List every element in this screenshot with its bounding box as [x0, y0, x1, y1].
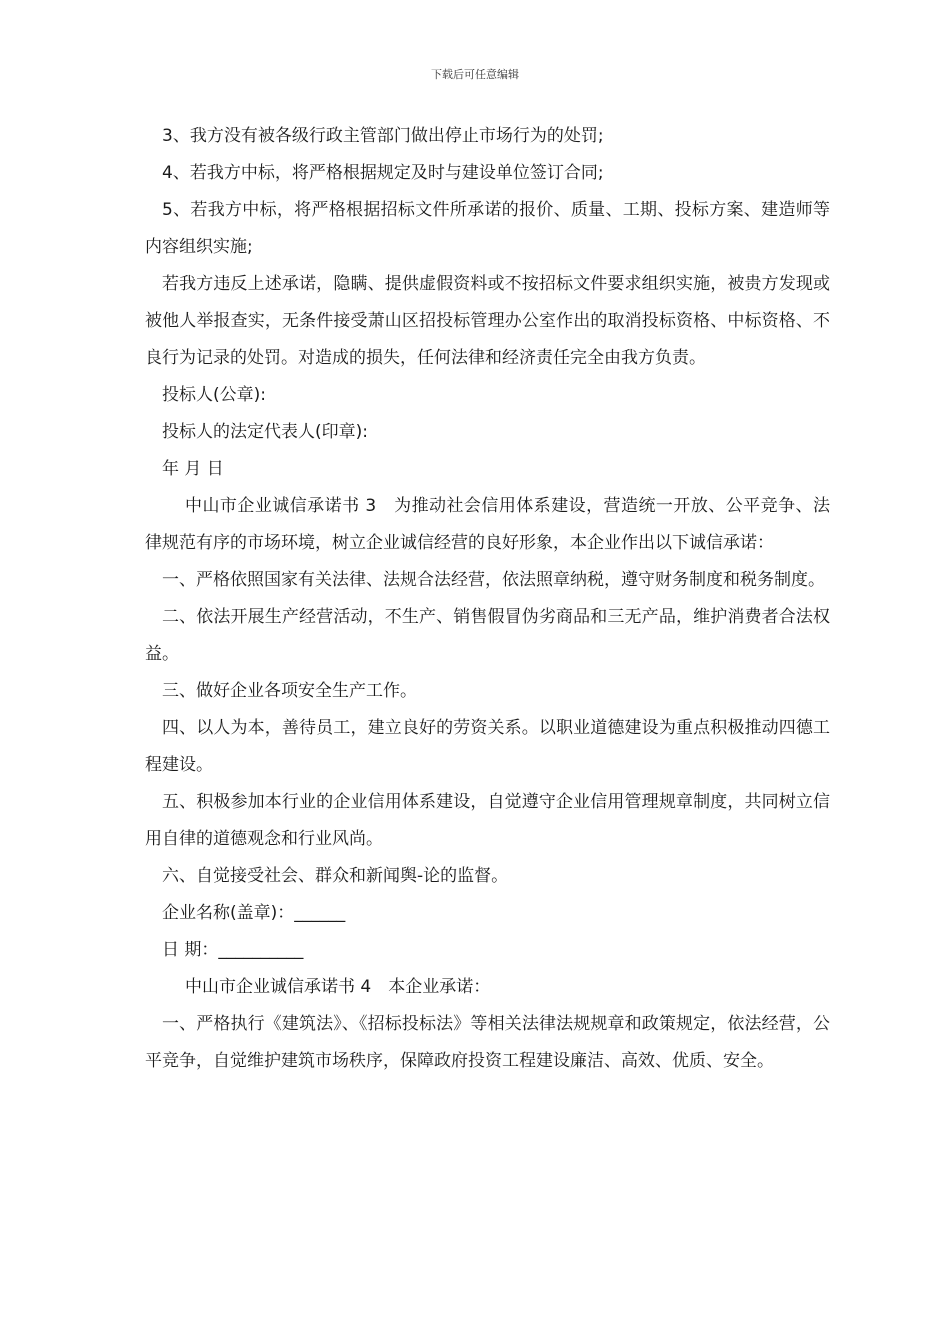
- paragraph-letter-4-intro: 中山市企业诚信承诺书 4 本企业承诺：: [185, 977, 491, 997]
- bidder-seal-line: 投标人(公章):: [162, 385, 266, 405]
- page-header: 下载后可任意编辑: [431, 68, 519, 81]
- paragraph-item-5: 五、积极参加本行业的企业信用体系建设，自觉遵守企业信用管理规章制度，共同树立信用自律的道德观念和行业风尚。: [145, 792, 830, 849]
- document-body: [145, 118, 830, 1080]
- company-name-seal-line: 企业名称(盖章)：______: [162, 903, 346, 923]
- legal-representative-line: 投标人的法定代表人(印章):: [162, 422, 368, 442]
- paragraph-item-2: 二、依法开展生产经营活动，不生产、销售假冒伪劣商品和三无产品，维护消费者合法权益。: [145, 607, 830, 664]
- date-line: 年 月 日: [162, 459, 224, 479]
- paragraph-commitment-3: 3、我方没有被各级行政主管部门做出停止市场行为的处罚;: [162, 126, 604, 146]
- paragraph-item-4: 四、以人为本，善待员工，建立良好的劳资关系。以职业道德建设为重点积极推动四德工程建设。: [145, 718, 830, 775]
- paragraph-letter-3-intro: 中山市企业诚信承诺书 3 为推动社会信用体系建设，营造统一开放、公平竞争、法律规范有序的市场环境，树立企业诚信经营的良好形象，本企业作出以下诚信承诺：: [145, 496, 830, 553]
- paragraph-letter-4-item-1: 一、严格执行《建筑法》、《招标投标法》等相关法律法规规章和政策规定，依法经营，公平竞争，自觉维护建筑市场秩序，保障政府投资工程建设廉洁、高效、优质、安全。: [145, 1014, 830, 1071]
- paragraph-commitment-4: 4、若我方中标，将严格根据规定及时与建设单位签订合同;: [162, 163, 604, 183]
- paragraph-item-1: 一、严格依照国家有关法律、法规合法经营，依法照章纳税，遵守财务制度和税务制度。: [162, 570, 825, 590]
- paragraph-item-3: 三、做好企业各项安全生产工作。: [162, 681, 417, 701]
- paragraph-item-6: 六、自觉接受社会、群众和新闻舆-论的监督。: [162, 866, 509, 886]
- date-blank-line: 日 期：__________: [162, 940, 304, 960]
- paragraph-violation-clause: 若我方违反上述承诺，隐瞒、提供虚假资料或不按招标文件要求组织实施，被贵方发现或被他人举报查实，无条件接受萧山区招投标管理办公室作出的取消投标资格、中标资格、不良行为记录的处罚。对造成的损失，任何法律和经济责任完全由我方负责。: [145, 274, 830, 368]
- paragraph-commitment-5: 5、若我方中标，将严格根据招标文件所承诺的报价、质量、工期、投标方案、建造师等内容组织实施;: [145, 200, 830, 257]
